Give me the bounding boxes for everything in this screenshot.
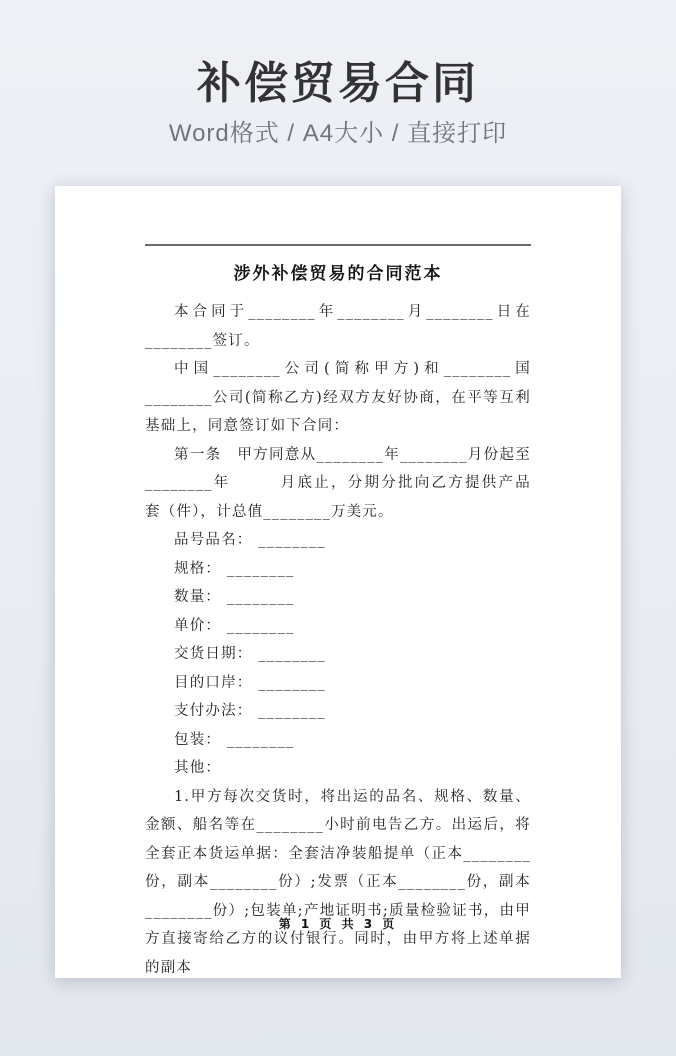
contract-paragraph: 包装： ________ [174, 731, 295, 748]
document-title: 涉外补偿贸易的合同范本 [233, 264, 443, 284]
document-body [145, 298, 579, 982]
page-number-footer: 第 1 页 共 3 页 [278, 917, 398, 931]
contract-paragraph: 规格： ________ [174, 560, 295, 577]
contract-paragraph: 数量： ________ [174, 589, 295, 605]
document-top-rule [145, 244, 531, 246]
contract-paragraph: 交货日期： ________ [174, 646, 326, 662]
page-subtitle: Word格式 / A4大小 / 直接打印 [168, 120, 508, 147]
document-preview-page [55, 186, 621, 978]
contract-paragraph: 本合同于________年________月________日在________签订。 [145, 304, 531, 349]
contract-paragraph: 第一条 甲方同意从________年________月份起至________年 月底止，分期分批向乙方提供产品 套（件），计总值________万美元。 [145, 446, 579, 520]
contract-paragraph: 1.甲方每次交货时，将出运的品名、规格、数量、金额、船名等在________小时前电告乙方。出运后，将全套正本货运单据：全套洁净装船提单（正本________份，副本________份）;发票（正本________份，副本________份）;包装单;产地证明书;质量检验证书，由甲方直接寄给乙方的议付银行。同时，由甲方将上述单据的副本 [145, 788, 531, 976]
site-header [0, 0, 676, 148]
contract-paragraph: 支付办法： ________ [174, 703, 326, 719]
page-title: 补偿贸易合同 [197, 59, 479, 108]
contract-paragraph: 单价： ________ [174, 617, 295, 634]
contract-paragraph: 目的口岸： ________ [174, 674, 326, 691]
contract-paragraph: 品号品名： ________ [174, 532, 326, 548]
contract-paragraph: 其他： [174, 760, 222, 776]
contract-paragraph: 中国________公司(简称甲方)和________国________公司(简称乙方)经双方友好协商，在平等互利基础上，同意签订如下合同： [145, 361, 531, 434]
